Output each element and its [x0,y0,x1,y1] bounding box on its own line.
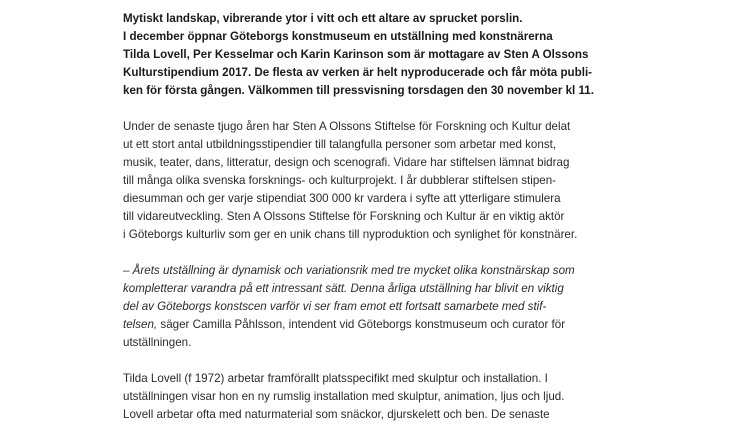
body-line: ut ett stort antal utbildningsstipendier till talangfulla personer som arbetar med konst, [123,138,557,151]
quote-line: kompletterar varandra på ett intressant sätt. Denna årliga utställning har blivit en viktig [123,282,564,295]
lead-line: I december öppnar Göteborgs konstmuseum en utställning med konstnärerna [123,30,553,43]
attribution: säger Camilla Påhlsson, intendent vid Göteborgs konstmuseum och curator för [157,318,566,331]
body-line: Under de senaste tjugo åren har Sten A Olssons Stiftelse för Forskning och Kultur delat [123,120,571,133]
lead-line: Tilda Lovell, Per Kesselmar och Karin Karinson som är mottagare av Sten A Olssons [123,48,589,61]
quote-attribution-line [123,316,628,334]
lead-line: ken för första gången. Välkommen till pressvisning torsdagen den 30 november kl 11. [123,84,594,97]
foundation-paragraph [123,118,628,244]
body-line: utställningen visar hon en ny rumslig installation med skulptur, animation, ljus och ljud. [123,390,565,403]
lead-line: Mytiskt landskap, vibrerande ytor i vitt och ett altare av sprucket porslin. [123,12,523,25]
quote-line: – Årets utställning är dynamisk och variationsrik med tre mycket olika konstnärskap som [123,264,575,277]
body-line: diesumman och ger varje stipendiat 300 000 kr vardera i syfte att ytterligare stimulera [123,192,561,205]
body-line: till många olika svenska forsknings- och kulturprojekt. I år dubblerar stiftelsen stipen- [123,174,557,187]
body-line: i Göteborgs kulturliv som ger en unik chans till nyproduktion och synlighet för konstnärer. [123,228,578,241]
body-line: Lovell arbetar ofta med naturmaterial som snäckor, djurskelett och ben. De senaste [123,408,550,421]
artist-paragraph [123,370,628,424]
quote-line: del av Göteborgs konstscen varför vi ser fram emot ett fortsatt samarbete med stif- [123,300,547,313]
body-line: musik, teater, dans, litteratur, design och scenografi. Vidare har stiftelsen lämnat bidrag [123,156,570,169]
press-release-document [123,0,628,424]
body-line: till vidareutveckling. Sten A Olssons Stiftelse för Forskning och Kultur är en viktig aktör [123,210,565,223]
body-line: Tilda Lovell (f 1972) arbetar framförallt platsspecifikt med skulptur och installation. I [123,372,548,385]
quote-paragraph [123,262,628,352]
lead-line: Kulturstipendium 2017. De flesta av verken är helt nyproducerade och får möta publi- [123,66,593,79]
lead-paragraph [123,10,628,100]
quote-end: telsen, [123,318,158,331]
body-line: utställningen. [123,336,192,349]
